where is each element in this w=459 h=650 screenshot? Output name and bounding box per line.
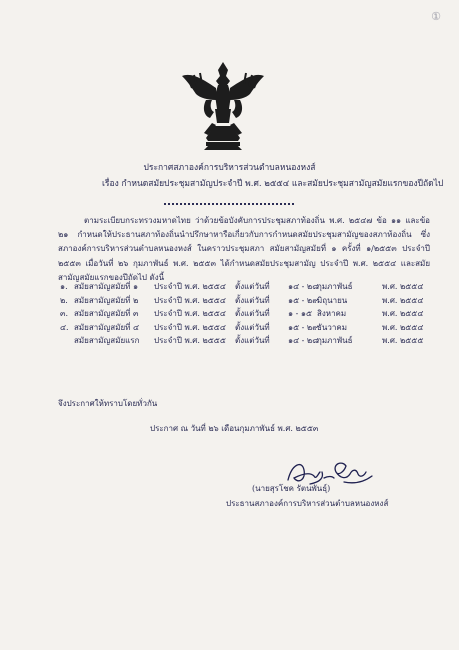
session-year: ประจำปี พ.ศ. ๒๕๕๕ [154, 336, 226, 346]
session-month: กุมภาพันธ์ [317, 336, 353, 346]
session-month: มิถุนายน [317, 295, 348, 305]
session-dates: ๑๕ - ๒๙ [288, 295, 319, 305]
session-year: ประจำปี พ.ศ. ๒๕๕๔ [154, 309, 226, 319]
session-name: สมัยสามัญสมัยแรก [74, 336, 140, 346]
session-row [60, 307, 440, 321]
session-number: ๑. [60, 282, 68, 291]
session-dates: ๑๔ - ๒๘ [288, 282, 319, 291]
session-dates: ๑๕ - ๒๙ [288, 322, 319, 332]
session-month: ธันวาคม [317, 322, 347, 332]
session-year: ประจำปี พ.ศ. ๒๕๕๔ [154, 322, 226, 332]
session-end-year: พ.ศ. ๒๕๕๕ [382, 336, 424, 346]
dotted-divider [164, 203, 294, 205]
session-row [60, 294, 440, 308]
closing-statement: จึงประกาศให้ทราบโดยทั่วกัน [58, 399, 158, 408]
session-dates: ๑ - ๑๕ [288, 309, 312, 319]
session-list [60, 280, 440, 348]
session-name: สมัยสามัญสมัยที่ ๑ [74, 282, 139, 291]
signatory-title: ประธานสภาองค์การบริหารส่วนตำบลหนองหงส์ [226, 499, 389, 508]
session-number: ๒. [60, 295, 68, 305]
session-number: ๔. [60, 322, 69, 332]
session-from-label: ตั้งแต่วันที่ [235, 309, 270, 319]
signatory-name: (นายสุรโชค รัตนพันธุ์) [252, 484, 331, 493]
session-row [60, 321, 440, 335]
session-from-label: ตั้งแต่วันที่ [235, 295, 270, 305]
session-year: ประจำปี พ.ศ. ๒๕๕๔ [154, 295, 226, 305]
session-month: กุมภาพันธ์ [317, 282, 353, 291]
session-row [60, 334, 440, 348]
session-number: ๓. [60, 309, 69, 319]
session-from-label: ตั้งแต่วันที่ [235, 322, 270, 332]
session-month: สิงหาคม [317, 309, 347, 319]
session-from-label: ตั้งแต่วันที่ [235, 282, 270, 291]
announcement-paragraph [58, 214, 430, 285]
session-end-year: พ.ศ. ๒๕๕๔ [382, 322, 424, 332]
session-row [60, 280, 440, 294]
garuda-emblem-icon [178, 58, 268, 150]
session-dates: ๑๔ - ๒๘ [288, 336, 319, 346]
session-name: สมัยสามัญสมัยที่ ๒ [74, 295, 139, 305]
subject-line: เรื่อง กำหนดสมัยประชุมสามัญประจำปี พ.ศ. ๒๕๕๔ และสมัยประชุมสามัญสมัยแรกของปีถัดไป [102, 179, 444, 189]
session-name: สมัยสามัญสมัยที่ ๔ [74, 322, 140, 332]
paragraph-text: ตามระเบียบกระทรวงมหาดไทย ว่าด้วยข้อบังคับการประชุมสภาท้องถิ่น พ.ศ. ๒๕๔๗ ข้อ ๑๑ และข้อ ๒๑ กำหนดให้ประธานสภาท้องถิ่นนำปรึกษาหารือเกี่ยวกับการกำหนดสมัยประชุมสามัญของสภาท้องถิ่น ซึ่งสภาองค์การบริหารส่วนตำบลหนองหงส์ ในคราวประชุมสภา สมัยสามัญสมัยที่ ๑ ครั้งที่ ๑/๒๕๕๓ ประจำปี ๒๕๕๓ เมื่อวันที่ ๒๖ กุมภาพันธ์ พ.ศ. ๒๕๕๓ ได้กำหนดสมัยประชุมสามัญ ประจำปี พ.ศ. ๒๕๕๔ และสมัยสามัญสมัยแรกของปีถัดไป ดังนี้ [58, 216, 430, 282]
announcement-date: ประกาศ ณ วันที่ ๒๖ เดือนกุมภาพันธ์ พ.ศ. ๒๕๕๓ [150, 424, 319, 433]
session-from-label: ตั้งแต่วันที่ [235, 336, 270, 346]
session-end-year: พ.ศ. ๒๕๕๔ [382, 309, 424, 319]
session-end-year: พ.ศ. ๒๕๕๔ [382, 282, 424, 291]
session-name: สมัยสามัญสมัยที่ ๓ [74, 309, 139, 319]
session-year: ประจำปี พ.ศ. ๒๕๕๔ [154, 282, 226, 291]
issuer-heading: ประกาศสภาองค์การบริหารส่วนตำบลหนองหงส์ [143, 163, 316, 173]
page-number-mark: ① [431, 10, 441, 23]
session-end-year: พ.ศ. ๒๕๕๔ [382, 295, 424, 305]
